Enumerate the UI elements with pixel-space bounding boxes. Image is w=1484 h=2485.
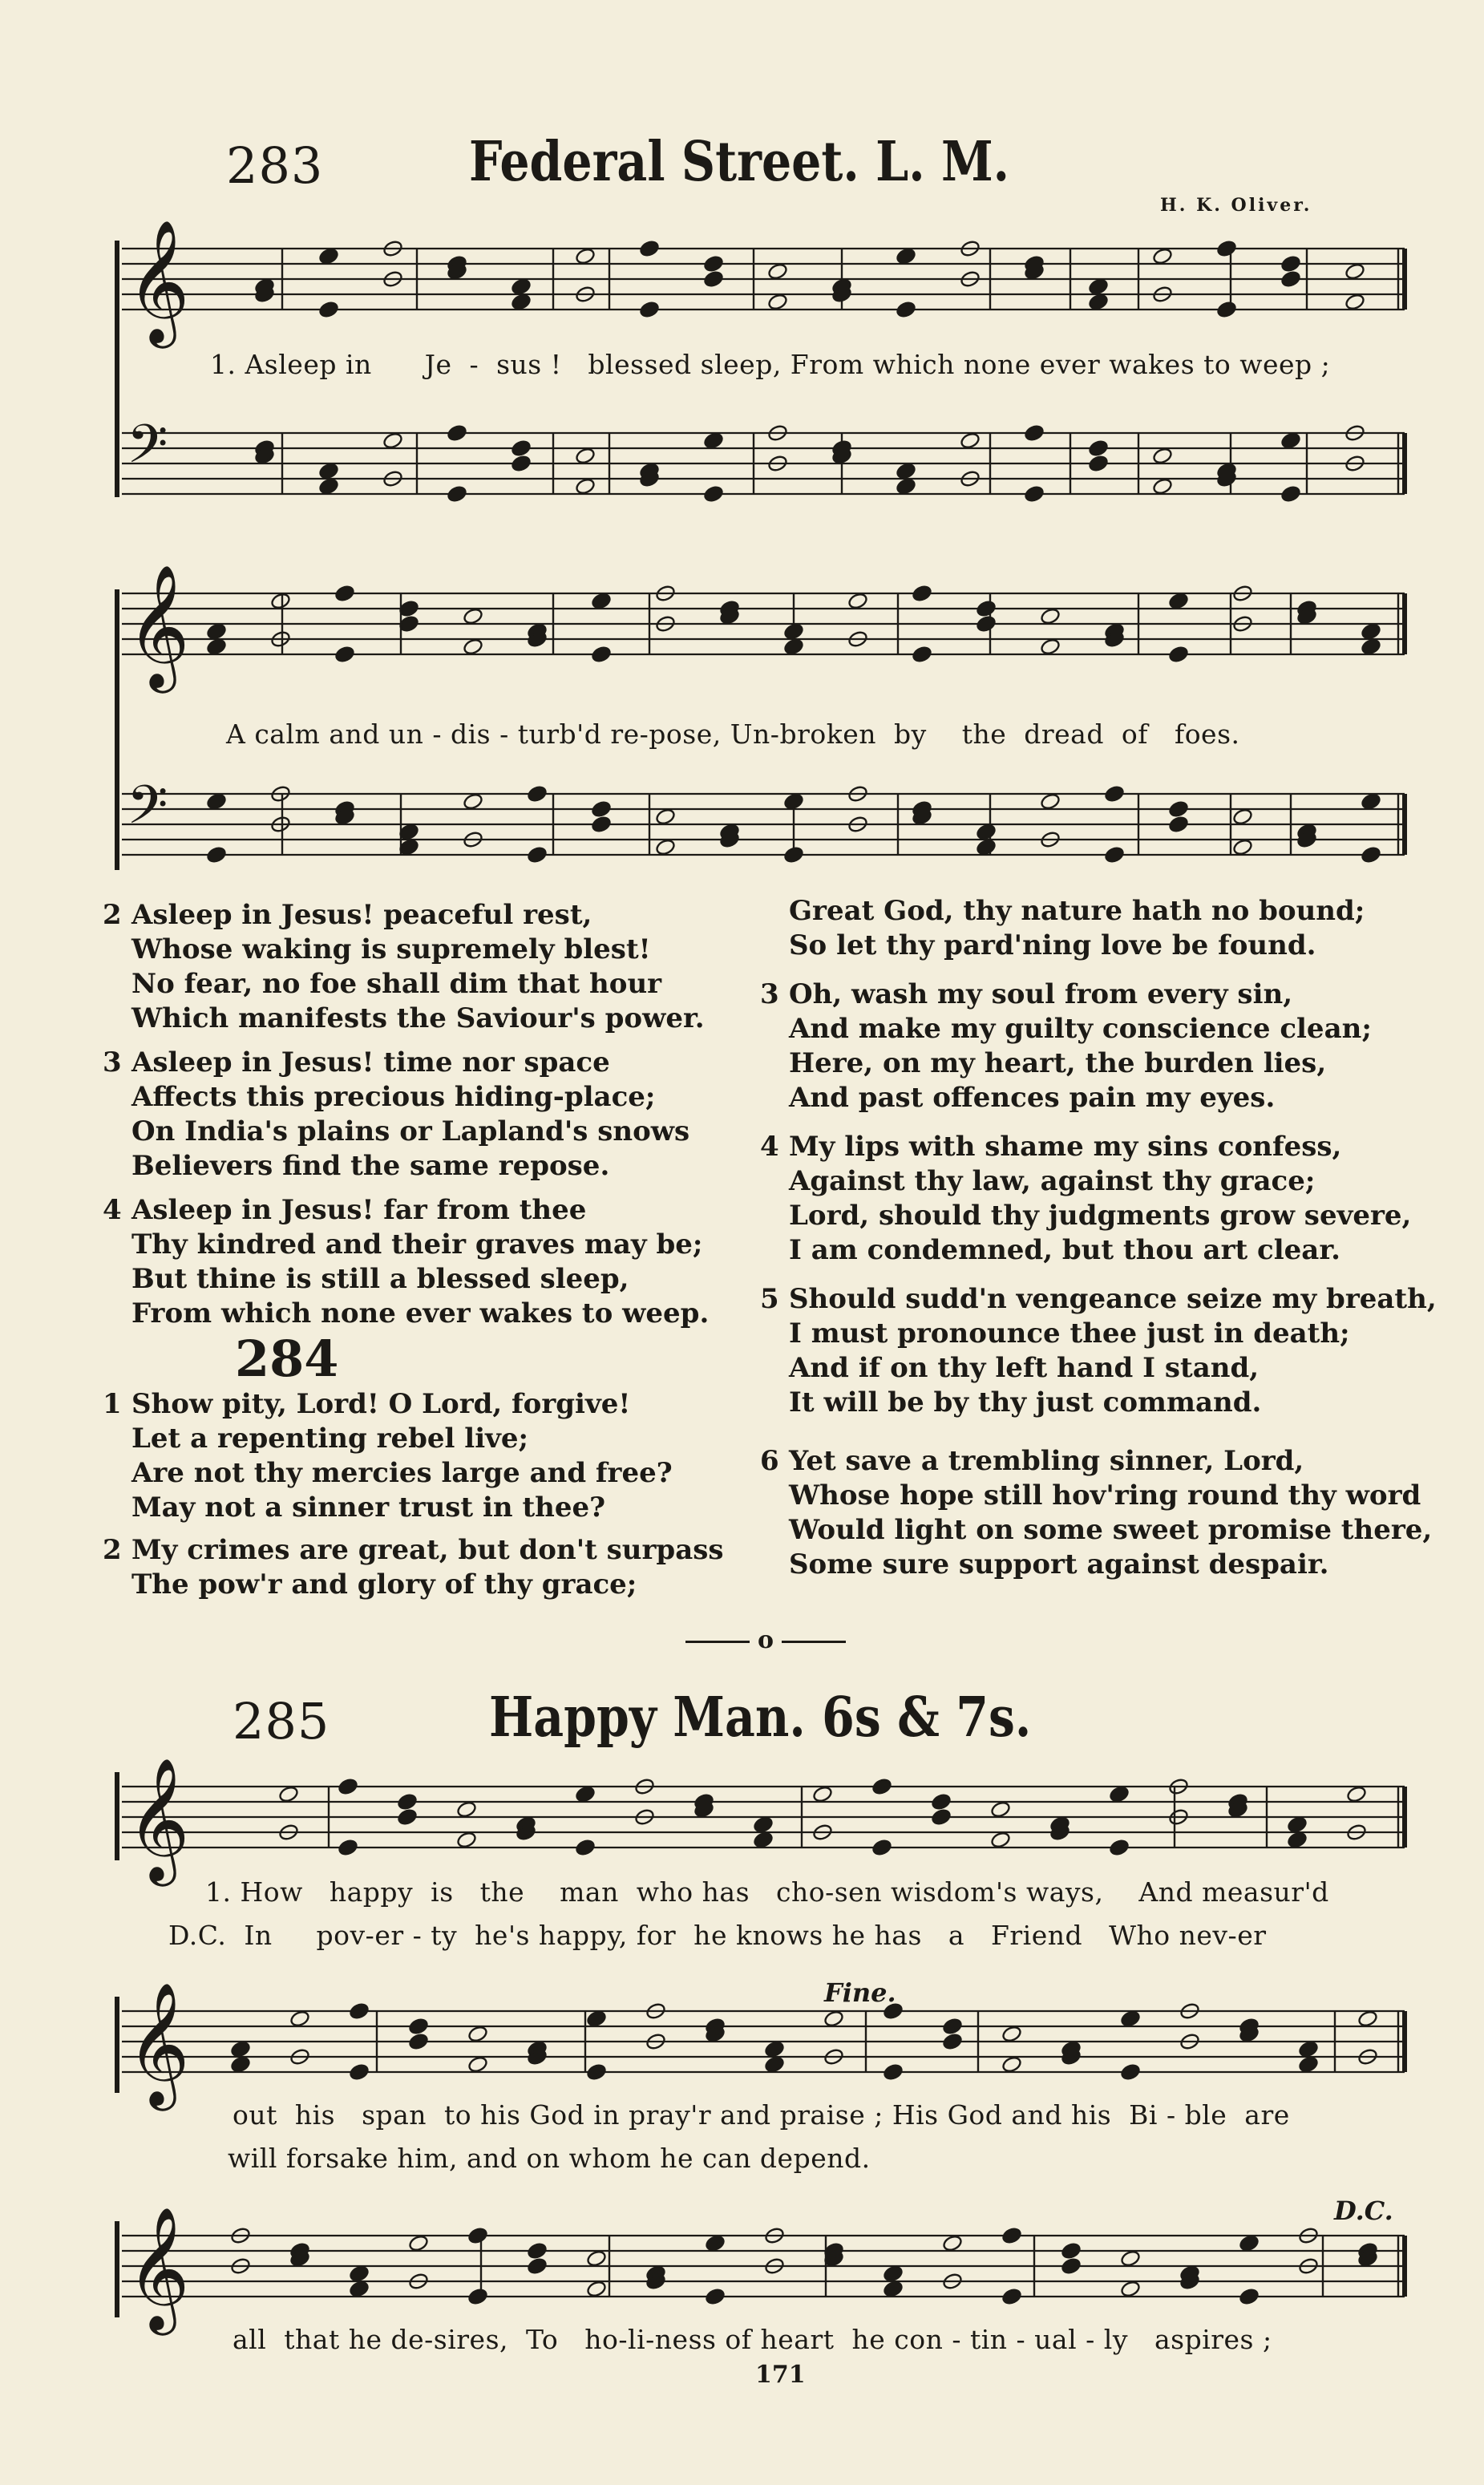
staff-285-3-note bbox=[1239, 2234, 1260, 2252]
staff-285-1-note bbox=[278, 1785, 299, 1803]
staff-283-bass-2-note bbox=[1040, 792, 1061, 811]
staff-283-bass-1-note bbox=[1024, 485, 1045, 504]
staff-283-bass-2-note bbox=[783, 792, 804, 811]
hymn-284-number: 284 bbox=[235, 1330, 339, 1388]
verse-284-5: 5 Should sudd'n vengeance seize my breath, I must pronounce thee just in death; And if on thy left hand I stand, It will be by thy just command. bbox=[760, 1283, 1437, 1419]
staff-285-1-note bbox=[753, 1831, 774, 1849]
staff-283-bass-1-note bbox=[575, 447, 596, 465]
verse-284-2: 2 My crimes are great, but don't surpass The pow'r and glory of thy grace; bbox=[103, 1534, 724, 1601]
staff-283-treble-1-note bbox=[896, 301, 916, 319]
staff-283-bass-1-note bbox=[1280, 431, 1301, 450]
staff-285-3-note bbox=[1001, 2227, 1022, 2245]
staff-285-1-note bbox=[575, 1785, 596, 1803]
staff-283-bass-1-note bbox=[511, 439, 532, 458]
staff-285-1-note bbox=[456, 1800, 477, 1819]
staff-283-bass-2-note bbox=[591, 816, 612, 834]
staff-285-1-note bbox=[1109, 1839, 1130, 1857]
staff-283-treble-1-note bbox=[767, 262, 788, 281]
staff-283-bass-2-note bbox=[591, 800, 612, 819]
staff-283-treble-1-note bbox=[1216, 240, 1237, 258]
staff-285-3-note bbox=[1001, 2288, 1022, 2306]
staff-285-2-note bbox=[1298, 2055, 1319, 2074]
staff-283-bass-2-note bbox=[976, 823, 997, 841]
staff-285-3-note bbox=[705, 2234, 726, 2252]
staff-285-3-note bbox=[942, 2234, 963, 2252]
staff-285-1-note bbox=[338, 1839, 358, 1857]
staff-285-2-note bbox=[349, 2002, 370, 2021]
staff-285-1-note bbox=[575, 1839, 596, 1857]
staff-283-bass-1-note bbox=[1088, 439, 1109, 458]
staff-283-treble-2-note bbox=[591, 646, 612, 664]
divider-ornament: o bbox=[757, 1626, 774, 1654]
staff-285-3-note bbox=[527, 2242, 548, 2260]
staff-285-2-note bbox=[408, 2018, 429, 2036]
hymn-283-composer: H. K. Oliver. bbox=[1160, 195, 1312, 216]
staff-285-1-note bbox=[1287, 1815, 1308, 1834]
staff-283-bass-2-note bbox=[1104, 846, 1125, 864]
staff-283-treble-1-note bbox=[1088, 293, 1109, 311]
hymn-285-lyric-b2: will forsake him, and on whom he can depend. bbox=[228, 2143, 871, 2174]
verses-left-column bbox=[103, 898, 744, 1602]
staff-283-treble-1-note bbox=[1280, 255, 1301, 273]
staff-283-treble-1-note bbox=[703, 255, 724, 273]
verse-284-3: 3 Oh, wash my soul from every sin, And make my guilty conscience clean; Here, on my heart, the burden lies, And past offences pain my eyes. bbox=[760, 978, 1372, 1114]
staff-283-treble-2-note bbox=[1040, 637, 1061, 656]
staff-283-treble-2-note bbox=[1361, 622, 1381, 641]
staff-283-bass-1-note bbox=[1152, 477, 1173, 496]
hymn-283-lyric-line-1: 1. Asleep in Je - sus ! blessed sleep, From which none ever wakes to weep ; bbox=[210, 349, 1331, 380]
staff-283-bass-1-note bbox=[896, 477, 916, 496]
staff-283-treble-2-note bbox=[334, 646, 355, 664]
staff-285-2-note bbox=[408, 2033, 429, 2051]
hymn-285-lyric-c1: all that he de-sires, To ho-li-ness of heart he con - tin - ual - ly aspires ; bbox=[233, 2324, 1272, 2355]
staff-283-bass-1-note bbox=[960, 431, 981, 450]
staff-285-2-note bbox=[942, 2033, 963, 2051]
staff-285-3-note bbox=[527, 2257, 548, 2276]
staff-283-bass-2-note bbox=[976, 838, 997, 856]
staff-283-treble-2-note bbox=[1361, 637, 1381, 656]
staff-285-2-note bbox=[1120, 2063, 1141, 2082]
staff-283-treble-2-note bbox=[206, 622, 227, 641]
treble-clef-icon: 𝄞 bbox=[127, 1758, 190, 1881]
staff-285-1-note bbox=[990, 1800, 1011, 1819]
treble-clef-icon: 𝄞 bbox=[127, 565, 190, 688]
staff-285-2-note bbox=[764, 2040, 785, 2058]
staff-285-2-note bbox=[467, 2025, 488, 2043]
staff-285-1-note bbox=[871, 1839, 892, 1857]
staff-283-treble-1-note bbox=[1088, 277, 1109, 296]
staff-283-bass-1-note bbox=[1280, 485, 1301, 504]
staff-283-treble-2-note bbox=[591, 592, 612, 610]
staff-283-bass-1-note bbox=[511, 455, 532, 473]
staff-285-2-note bbox=[1120, 2009, 1141, 2028]
staff-285-1-note bbox=[1346, 1785, 1367, 1803]
staff-285-3-note bbox=[467, 2288, 488, 2306]
dc-marker: D.C. bbox=[1334, 2196, 1393, 2226]
staff-285-2-note bbox=[942, 2018, 963, 2036]
staff-285-2-note bbox=[1298, 2040, 1319, 2058]
staff-285-1-note bbox=[931, 1793, 952, 1811]
staff-285-3-note bbox=[1061, 2242, 1082, 2260]
staff-285-1-note bbox=[1109, 1785, 1130, 1803]
staff-283-treble-1-note bbox=[639, 301, 660, 319]
staff-283-treble-2-note bbox=[783, 622, 804, 641]
staff-285-2-note bbox=[230, 2055, 251, 2074]
staff-283-treble-2-note bbox=[334, 585, 355, 603]
staff-285-3-note bbox=[408, 2234, 429, 2252]
staff-283-bass-1-note bbox=[1152, 447, 1173, 465]
staff-283-treble-2-note bbox=[847, 592, 868, 610]
staff-285-1-note bbox=[456, 1831, 477, 1849]
staff-285-3-note bbox=[349, 2264, 370, 2283]
staff-285-2-note bbox=[586, 2063, 607, 2082]
hymn-285-lyric-b1: out his span to his God in pray'r and praise ; His God and his Bi - ble are bbox=[233, 2099, 1290, 2131]
staff-285-1-note bbox=[397, 1793, 418, 1811]
staff-283-bass-2-note bbox=[1168, 816, 1189, 834]
staff-285-1-note bbox=[1287, 1831, 1308, 1849]
staff-285-1-note bbox=[812, 1785, 833, 1803]
staff-283-treble-2-note bbox=[1168, 592, 1189, 610]
staff-283-treble-1-note bbox=[511, 293, 532, 311]
staff-285-3-note bbox=[1061, 2257, 1082, 2276]
staff-285-3-note bbox=[1120, 2280, 1141, 2298]
staff-285-2-note bbox=[230, 2040, 251, 2058]
staff-283-bass-2-note bbox=[655, 807, 676, 826]
staff-283-treble-2-note bbox=[206, 637, 227, 656]
staff-285-3-note bbox=[883, 2280, 904, 2298]
staff-285-2-note bbox=[467, 2055, 488, 2074]
staff-285-3-note bbox=[705, 2288, 726, 2306]
page-number: 171 bbox=[755, 2361, 806, 2389]
staff-283-treble-1-note bbox=[1344, 293, 1365, 311]
staff-283-treble-2-note bbox=[1040, 607, 1061, 625]
staff-283-bass-2-note bbox=[527, 846, 548, 864]
staff-285-3-note bbox=[1239, 2288, 1260, 2306]
staff-285-3-note bbox=[1120, 2249, 1141, 2268]
treble-clef-icon: 𝄞 bbox=[127, 1982, 190, 2106]
section-divider bbox=[681, 1626, 850, 1654]
staff-283-treble-1-note bbox=[896, 247, 916, 265]
staff-285-1-note bbox=[990, 1831, 1011, 1849]
staff-283-bass-2-note bbox=[206, 792, 227, 811]
staff-285-3-note bbox=[349, 2280, 370, 2298]
staff-283-treble-1-note bbox=[639, 240, 660, 258]
staff-283-treble-1-note bbox=[1216, 301, 1237, 319]
hymn-283-title: Federal Street. L. M. bbox=[469, 130, 1010, 194]
staff-283-bass-1-note bbox=[447, 424, 467, 443]
treble-clef-icon: 𝄞 bbox=[127, 220, 190, 343]
verse-283-4: 4 Asleep in Jesus! far from thee Thy kindred and their graves may be; But thine is still a blessed sleep, From which none ever wakes to weep. bbox=[103, 1194, 710, 1330]
staff-283-bass-2-note bbox=[1361, 792, 1381, 811]
staff-283-bass-1-note bbox=[318, 477, 339, 496]
staff-283-bass-1-note bbox=[703, 485, 724, 504]
staff-283-treble-2-note bbox=[463, 637, 483, 656]
verse-284-4: 4 My lips with shame my sins confess, Against thy law, against thy grace; Lord, should thy judgments grow severe, I am condemned, but thou art clear. bbox=[760, 1131, 1412, 1266]
staff-285-2-note bbox=[883, 2063, 904, 2082]
staff-285-2-note bbox=[586, 2009, 607, 2028]
bass-clef-icon: 𝄢 bbox=[127, 774, 168, 849]
staff-285-1-note bbox=[931, 1808, 952, 1827]
hymn-283-number: 283 bbox=[226, 136, 324, 195]
staff-283-bass-2-note bbox=[783, 846, 804, 864]
staff-283-treble-1-note bbox=[1280, 270, 1301, 289]
staff-283-treble-1-note bbox=[767, 293, 788, 311]
hymn-283-lyric-line-2: A calm and un - dis - turb'd re-pose, Un-broken by the dread of foes. bbox=[226, 718, 1240, 750]
verse-283-2: 2 Asleep in Jesus! peaceful rest, Whose waking is supremely blest! No fear, no foe shall dim that hour Which manifests the Saviour's power. bbox=[103, 899, 705, 1034]
staff-283-treble-2-note bbox=[1168, 646, 1189, 664]
verses-right-column bbox=[760, 894, 1466, 1582]
staff-283-bass-1-note bbox=[447, 485, 467, 504]
staff-283-treble-1-note bbox=[1344, 262, 1365, 281]
staff-285-2-note bbox=[1001, 2025, 1022, 2043]
staff-285-3-note bbox=[467, 2227, 488, 2245]
staff-283-treble-1-note bbox=[318, 247, 339, 265]
staff-283-treble-1-note bbox=[575, 247, 596, 265]
staff-285-3-note bbox=[586, 2249, 607, 2268]
staff-285-2-note bbox=[823, 2009, 844, 2028]
staff-285-2-note bbox=[1357, 2009, 1378, 2028]
staff-283-treble-2-note bbox=[783, 637, 804, 656]
staff-283-bass-1-note bbox=[1024, 424, 1045, 443]
staff-283-bass-2-note bbox=[527, 785, 548, 803]
bass-clef-icon: 𝄢 bbox=[127, 413, 168, 488]
hymn-285-lyric-a1: 1. How happy is the man who has cho-sen wisdom's ways, And measur'd bbox=[205, 1876, 1329, 1908]
verse-284-1: 1 Show pity, Lord! O Lord, forgive! Let a repenting rebel live; Are not thy mercies large and free? May not a sinner trust in thee? bbox=[103, 1388, 673, 1524]
treble-clef-icon: 𝄞 bbox=[127, 2207, 190, 2330]
staff-283-bass-1-note bbox=[703, 431, 724, 450]
fine-marker: Fine. bbox=[824, 1977, 896, 2008]
staff-283-treble-1-note bbox=[703, 270, 724, 289]
verse-284-2-cont: Great God, thy nature hath no bound; So let thy pard'ning love be found. bbox=[789, 895, 1365, 961]
verse-284-6: 6 Yet save a trembling sinner, Lord, Whose hope still hov'ring round thy word Would light on some sweet promise there, Some sure support against despair. bbox=[760, 1445, 1433, 1580]
staff-283-bass-2-note bbox=[1104, 785, 1125, 803]
hymn-285-lyric-a2: D.C. In pov-er - ty he's happy, for he knows he has a Friend Who nev-er bbox=[168, 1920, 1267, 1951]
staff-285-1-note bbox=[871, 1778, 892, 1796]
staff-283-treble-1-note bbox=[511, 277, 532, 296]
staff-283-bass-1-note bbox=[575, 477, 596, 496]
staff-283-bass-2-note bbox=[1361, 846, 1381, 864]
staff-283-treble-2-note bbox=[463, 607, 483, 625]
staff-285-2-note bbox=[764, 2055, 785, 2074]
staff-283-bass-2-note bbox=[655, 838, 676, 856]
staff-283-bass-1-note bbox=[896, 462, 916, 480]
staff-283-treble-2-note bbox=[976, 600, 997, 618]
staff-285-2-note bbox=[349, 2063, 370, 2082]
staff-283-bass-2-note bbox=[206, 846, 227, 864]
staff-283-bass-2-note bbox=[1168, 800, 1189, 819]
verse-283-3: 3 Asleep in Jesus! time nor space Affects this precious hiding-place; On India's plains or Lapland's snows Believers find the same repose. bbox=[103, 1046, 690, 1182]
staff-283-bass-1-note bbox=[318, 462, 339, 480]
staff-285-1-note bbox=[753, 1815, 774, 1834]
hymn-285-title: Happy Man. 6s & 7s. bbox=[489, 1686, 1032, 1750]
staff-283-bass-2-note bbox=[463, 792, 483, 811]
staff-283-bass-2-note bbox=[1232, 838, 1253, 856]
staff-285-1-note bbox=[397, 1808, 418, 1827]
staff-283-treble-2-note bbox=[912, 646, 932, 664]
staff-285-3-note bbox=[586, 2280, 607, 2298]
staff-283-treble-1-note bbox=[1152, 247, 1173, 265]
staff-283-treble-2-note bbox=[912, 585, 932, 603]
staff-283-treble-1-note bbox=[318, 301, 339, 319]
staff-283-bass-2-note bbox=[1232, 807, 1253, 826]
staff-285-3-note bbox=[883, 2264, 904, 2283]
staff-283-treble-2-note bbox=[976, 615, 997, 633]
staff-285-1-note bbox=[338, 1778, 358, 1796]
staff-285-2-note bbox=[1001, 2055, 1022, 2074]
staff-285-2-note bbox=[289, 2009, 310, 2028]
staff-283-treble-2-note bbox=[270, 592, 291, 610]
hymn-285-number: 285 bbox=[233, 1692, 330, 1750]
staff-283-bass-1-note bbox=[382, 431, 403, 450]
staff-283-bass-1-note bbox=[1088, 455, 1109, 473]
